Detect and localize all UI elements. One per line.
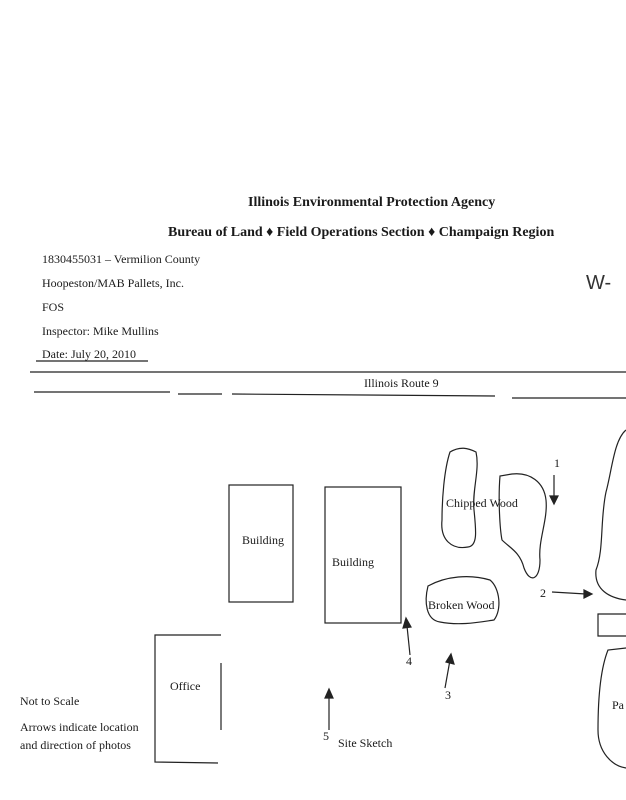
chipped-wood-label: Chipped Wood xyxy=(446,496,518,510)
site-sketch-caption: Site Sketch xyxy=(338,736,393,750)
photo-number-1: 1 xyxy=(554,456,560,470)
right-pile-outline xyxy=(596,430,626,600)
site-type: FOS xyxy=(42,300,65,314)
arrow-2-head xyxy=(584,590,592,598)
office-outline xyxy=(155,635,221,763)
photo-number-4: 4 xyxy=(406,654,412,668)
road-label: Illinois Route 9 xyxy=(364,376,439,390)
site-id: 1830455031 – Vermilion County xyxy=(42,252,201,266)
arrow-4-head xyxy=(403,618,411,628)
arrow-1-head xyxy=(550,496,558,504)
partial-label: Pa xyxy=(612,698,624,712)
bureau-line: Bureau of Land ♦ Field Operations Section ♦ Champaign Region xyxy=(168,225,555,240)
arrows-note-line1: Arrows indicate location xyxy=(20,720,139,734)
not-to-scale-note: Not to Scale xyxy=(20,694,80,708)
office-label: Office xyxy=(170,679,201,693)
building-2-label: Building xyxy=(332,555,375,569)
site-name: Hoopeston/MAB Pallets, Inc. xyxy=(42,276,184,290)
chipped-wood-pile-2 xyxy=(499,474,546,578)
side-mark: W- xyxy=(586,272,612,294)
right-structure xyxy=(598,614,626,636)
agency-title: Illinois Environmental Protection Agency xyxy=(248,195,496,210)
broken-wood-label: Broken Wood xyxy=(428,598,495,612)
arrow-5-head xyxy=(325,689,333,698)
inspector: Inspector: Mike Mullins xyxy=(42,324,159,338)
road-line-bottom-3 xyxy=(232,394,495,396)
building-1-label: Building xyxy=(242,533,285,547)
arrow-3-head xyxy=(446,654,454,664)
photo-number-3: 3 xyxy=(445,688,451,702)
arrows-note-line2: and direction of photos xyxy=(20,738,131,752)
photo-number-5: 5 xyxy=(323,729,329,743)
inspection-date: Date: July 20, 2010 xyxy=(42,347,136,361)
photo-number-2: 2 xyxy=(540,586,546,600)
